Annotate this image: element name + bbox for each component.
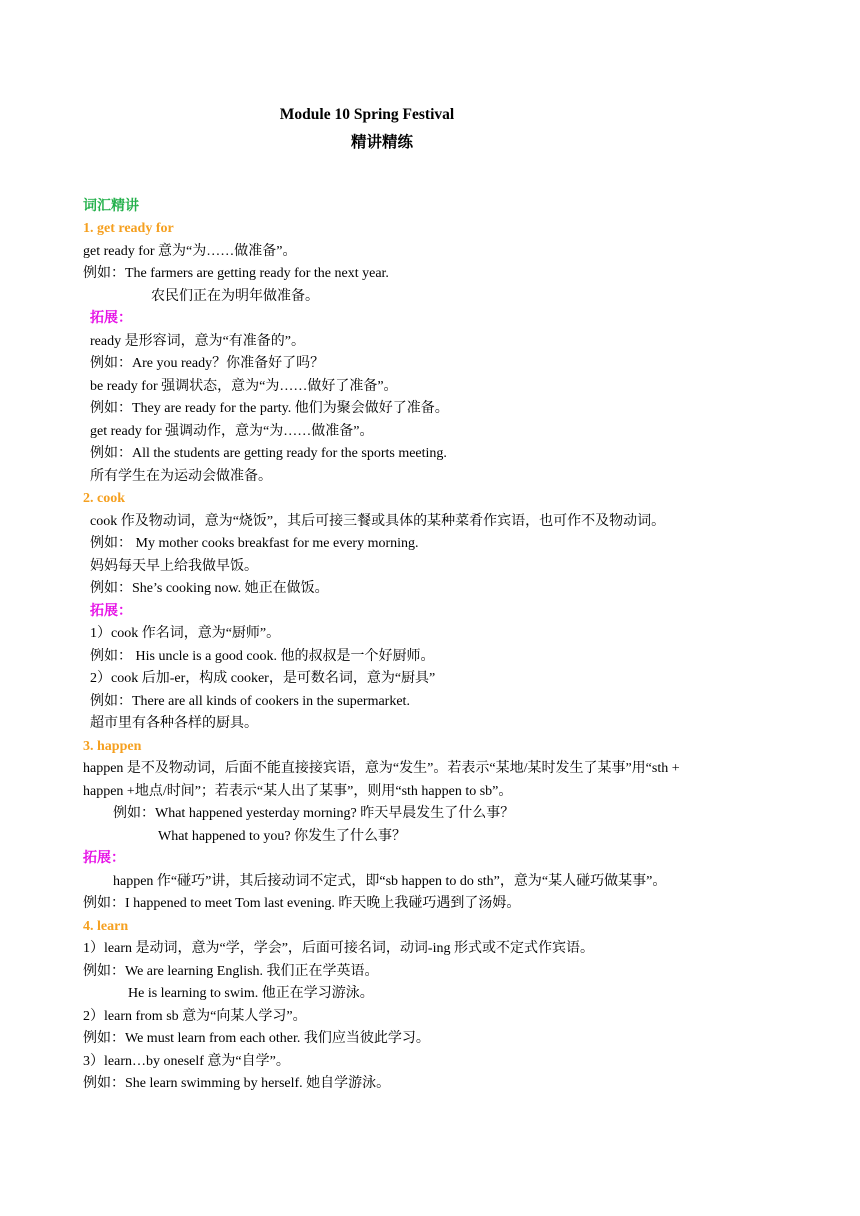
entry-heading: 4. learn <box>83 919 129 934</box>
text-line: 3）learn…by oneself 意为“自学”。 <box>83 1054 290 1069</box>
text-line: 例如：She learn swimming by herself. 她自学游泳。 <box>83 1076 391 1091</box>
text-line: 例如：We are learning English. 我们正在学英语。 <box>83 964 379 979</box>
text-line: 所有学生在为运动会做准备。 <box>90 469 272 484</box>
text-line: 例如：I happened to meet Tom last evening. 昨天晚上我碰巧遇到了汤姆。 <box>83 896 521 911</box>
text-line: 农民们正在为明年做准备。 <box>151 289 319 304</box>
section-heading: 词汇精讲 <box>83 199 139 214</box>
text-line: get ready for 强调动作，意为“为……做准备”。 <box>90 424 374 439</box>
text-line: 例如： His uncle is a good cook. 他的叔叔是一个好厨师。 <box>90 649 435 664</box>
text-line: 例如：What happened yesterday morning? 昨天早晨发生了什么事？ <box>113 806 515 821</box>
text-line: get ready for 意为“为……做准备”。 <box>83 244 297 259</box>
document-title: Module 10 Spring Festival <box>279 106 455 123</box>
text-line: 例如：The farmers are getting ready for the next year. <box>83 266 389 281</box>
text-line: What happened to you? 你发生了什么事？ <box>158 829 407 844</box>
text-line: happen +地点/时间”；若表示“某人出了某事”，则用“sth happen to sb”。 <box>83 784 513 799</box>
extension-label: 拓展： <box>83 851 125 866</box>
text-line: ready 是形容词，意为“有准备的”。 <box>90 334 306 349</box>
entry-heading: 1. get ready for <box>83 221 174 236</box>
text-line: 例如：Are you ready？你准备好了吗？ <box>90 356 325 371</box>
text-line: 超市里有各种各样的厨具。 <box>90 716 258 731</box>
extension-label: 拓展： <box>90 604 132 619</box>
text-line: happen 是不及物动词，后面不能直接接宾语，意为“发生”。若表示“某地/某时发生了某事”用“sth + <box>83 761 680 776</box>
text-line: 例如：There are all kinds of cookers in the supermarket. <box>90 694 410 709</box>
document-subtitle: 精讲精练 <box>350 134 413 151</box>
text-line: He is learning to swim. 他正在学习游泳。 <box>128 986 374 1001</box>
text-line: 2）cook 后加-er，构成 cooker，是可数名词，意为“厨具” <box>90 671 436 686</box>
text-line: 例如： My mother cooks breakfast for me every morning. <box>90 536 419 551</box>
text-line: 妈妈每天早上给我做早饭。 <box>90 559 258 574</box>
text-line: cook 作及物动词，意为“烧饭”，其后可接三餐或具体的某种菜肴作宾语，也可作不及物动词。 <box>90 514 666 529</box>
entry-heading: 2. cook <box>83 491 125 506</box>
text-line: 1）cook 作名词，意为“厨师”。 <box>90 626 281 641</box>
text-line: 例如：They are ready for the party. 他们为聚会做好了准备。 <box>90 401 449 416</box>
text-line: be ready for 强调状态，意为“为……做好了准备”。 <box>90 379 398 394</box>
text-line: 1）learn 是动词，意为“学，学会”，后面可接名词，动词-ing 形式或不定式作宾语。 <box>83 941 594 956</box>
text-line: 2）learn from sb 意为“向某人学习”。 <box>83 1009 307 1024</box>
entry-heading: 3. happen <box>83 739 142 754</box>
text-line: happen 作“碰巧”讲，其后接动词不定式，即“sb happen to do sth”，意为“某人碰巧做某事”。 <box>113 874 667 889</box>
extension-label: 拓展： <box>90 311 132 326</box>
text-line: 例如：She’s cooking now. 她正在做饭。 <box>90 581 329 596</box>
text-line: 例如：We must learn from each other. 我们应当彼此学习。 <box>83 1031 430 1046</box>
text-line: 例如：All the students are getting ready for the sports meeting. <box>90 446 447 461</box>
